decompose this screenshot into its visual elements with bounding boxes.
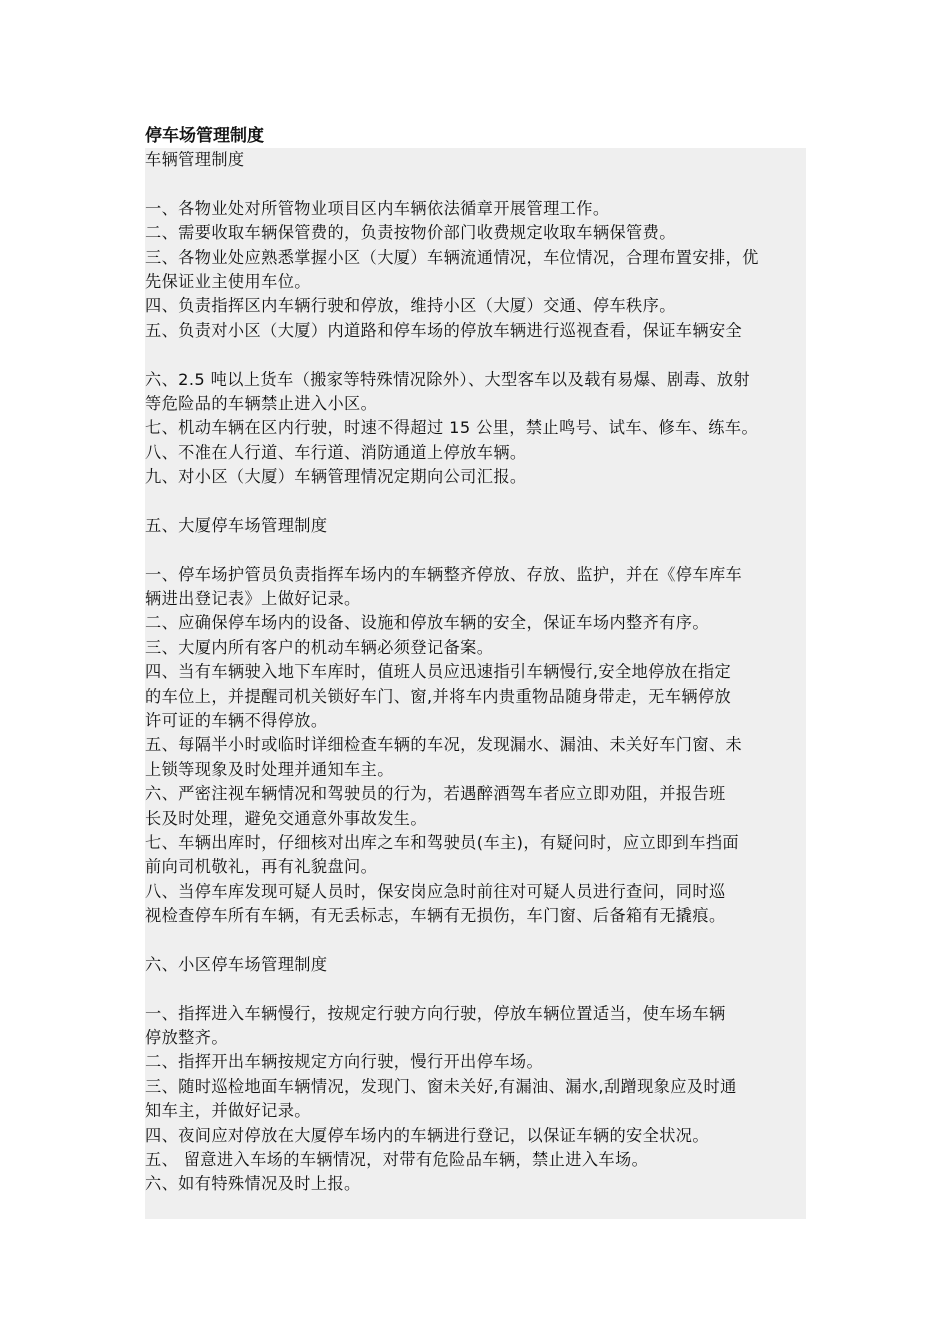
text-line: 许可证的车辆不得停放。 bbox=[145, 710, 328, 730]
text-line: 九、对小区（大厦）车辆管理情况定期向公司汇报。 bbox=[145, 467, 527, 487]
text-line: 长及时处理，避免交通意外事故发生。 bbox=[145, 808, 427, 828]
text-line bbox=[145, 538, 806, 562]
text-line: 等危险品的车辆禁止进入小区。 bbox=[145, 393, 378, 413]
text-line bbox=[145, 489, 806, 513]
text-line: 一、停车场护管员负责指挥车场内的车辆整齐停放、存放、监护，并在《停车库车 bbox=[145, 564, 743, 584]
text-line: 的车位上，并提醒司机关锁好车门、窗,并将车内贵重物品随身带走，无车辆停放 bbox=[145, 686, 732, 706]
text-line: 五、每隔半小时或临时详细检查车辆的车况，发现漏水、漏油、未关好车门窗、未 bbox=[145, 735, 743, 755]
text-line: 一、指挥进入车辆慢行，按规定行驶方向行驶，停放车辆位置适当，使车场车辆 bbox=[145, 1003, 726, 1023]
text-line: 四、当有车辆驶入地下车库时，值班人员应迅速指引车辆慢行,安全地停放在指定 bbox=[145, 662, 732, 682]
text-line: 七、车辆出库时，仔细核对出库之车和驾驶员(车主)，有疑问时，应立即到车挡面 bbox=[145, 832, 739, 852]
text-line: 二、应确保停车场内的设备、设施和停放车辆的安全，保证车场内整齐有序。 bbox=[145, 613, 709, 633]
text-line: 前向司机敬礼，再有礼貌盘问。 bbox=[145, 857, 378, 877]
text-line: 六、小区停车场管理制度 bbox=[145, 954, 328, 974]
document-title: 停车场管理制度 bbox=[145, 126, 264, 146]
document-body bbox=[145, 148, 806, 1219]
text-line: 四、夜间应对停放在大厦停车场内的车辆进行登记，以保证车辆的安全状况。 bbox=[145, 1125, 709, 1145]
text-line: 知车主，并做好记录。 bbox=[145, 1101, 311, 1121]
text-line bbox=[145, 343, 806, 367]
text-line bbox=[145, 977, 806, 1001]
text-line: 五、大厦停车场管理制度 bbox=[145, 515, 328, 535]
text-line: 五、 留意进入车场的车辆情况，对带有危险品车辆，禁止进入车场。 bbox=[145, 1150, 649, 1170]
text-line: 八、不准在人行道、车行道、消防通道上停放车辆。 bbox=[145, 442, 527, 462]
text-line bbox=[145, 172, 806, 196]
text-line: 停放整齐。 bbox=[145, 1028, 228, 1048]
text-line: 六、如有特殊情况及时上报。 bbox=[145, 1174, 361, 1194]
text-line: 上锁等现象及时处理并通知车主。 bbox=[145, 759, 394, 779]
text-line: 七、机动车辆在区内行驶，时速不得超过 15 公里，禁止鸣号、试车、修车、练车。 bbox=[145, 418, 759, 438]
text-line bbox=[145, 929, 806, 953]
text-line: 视检查停车所有车辆，有无丢标志，车辆有无损伤，车门窗、后备箱有无撬痕。 bbox=[145, 906, 726, 926]
text-line: 三、各物业处应熟悉掌握小区（大厦）车辆流通情况，车位情况，合理布置安排，优 bbox=[145, 247, 759, 267]
text-line: 一、各物业处对所管物业项目区内车辆依法循章开展管理工作。 bbox=[145, 198, 610, 218]
text-line: 辆进出登记表》上做好记录。 bbox=[145, 589, 361, 609]
text-line: 车辆管理制度 bbox=[145, 150, 245, 169]
text-line: 五、负责对小区（大厦）内道路和停车场的停放车辆进行巡视查看，保证车辆安全 bbox=[145, 320, 743, 340]
text-line: 三、随时巡检地面车辆情况，发现门、窗未关好,有漏油、漏水,刮蹭现象应及时通 bbox=[145, 1076, 737, 1096]
text-line: 二、需要收取车辆保管费的，负责按物价部门收费规定收取车辆保管费。 bbox=[145, 223, 676, 243]
text-line: 六、严密注视车辆情况和驾驶员的行为，若遇醉酒驾车者应立即劝阻，并报告班 bbox=[145, 784, 726, 804]
text-line: 三、大厦内所有客户的机动车辆必须登记备案。 bbox=[145, 637, 494, 657]
text-line: 八、当停车库发现可疑人员时，保安岗应急时前往对可疑人员进行查问，同时巡 bbox=[145, 881, 726, 901]
text-line: 六、2.5 吨以上货车（搬家等特殊情况除外）、大型客车以及载有易爆、剧毒、放射 bbox=[145, 369, 750, 389]
text-line: 四、负责指挥区内车辆行驶和停放，维持小区（大厦）交通、停车秩序。 bbox=[145, 296, 676, 316]
text-line: 二、指挥开出车辆按规定方向行驶，慢行开出停车场。 bbox=[145, 1052, 544, 1072]
text-line: 先保证业主使用车位。 bbox=[145, 271, 311, 291]
